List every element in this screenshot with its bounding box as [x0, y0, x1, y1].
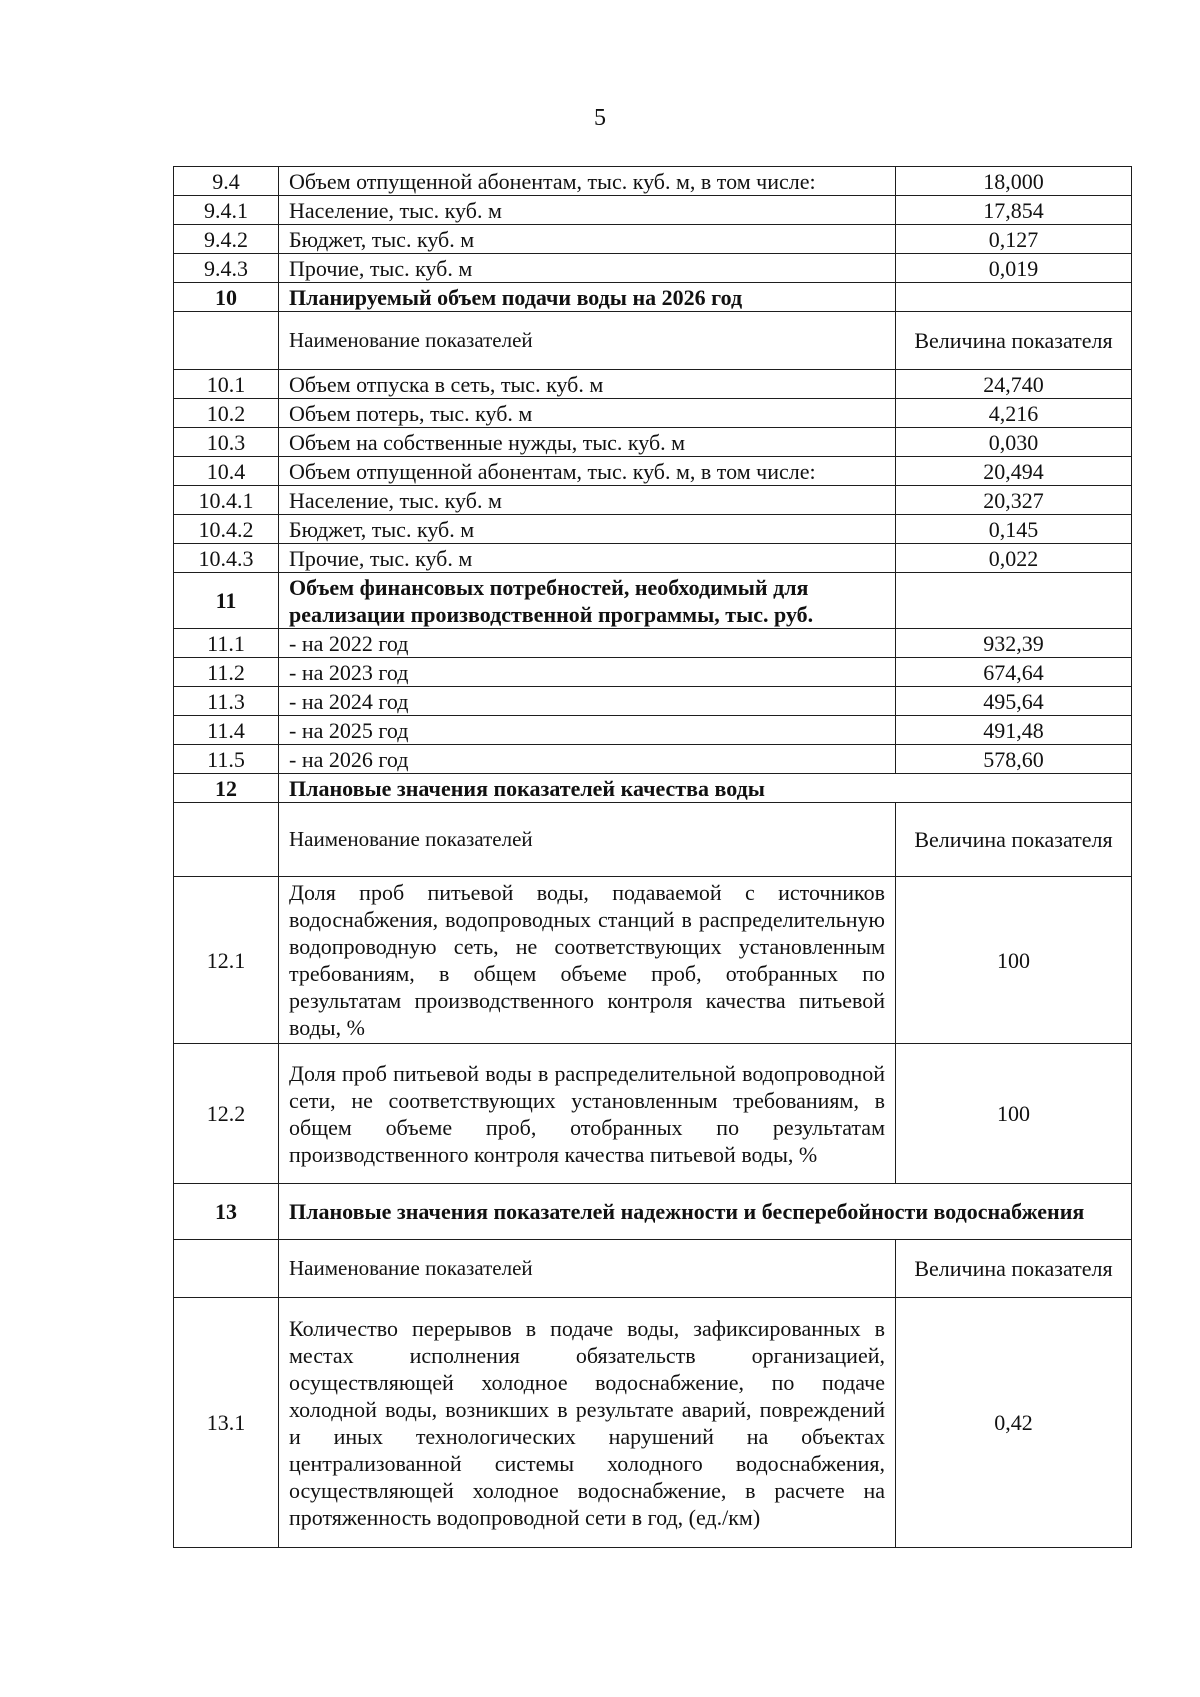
- empty-cell: [896, 573, 1132, 629]
- row-value: 24,740: [896, 370, 1132, 399]
- table-row: [174, 658, 1132, 687]
- empty-cell: [174, 1240, 279, 1298]
- table-row: [174, 629, 1132, 658]
- row-name: Объем отпущенной абонентам, тыс. куб. м, в том числе:: [279, 457, 896, 486]
- section-number: 13: [174, 1184, 279, 1240]
- row-name: Доля проб питьевой воды, подаваемой с источников водоснабжения, водопроводных станций в распределительную водопроводную сеть, не соответствующих установленным требованиям, в общем объеме проб, отобранных по результатам производственного контроля качества питьевой воды, %: [279, 877, 896, 1044]
- row-number: 9.4.1: [174, 196, 279, 225]
- row-value: 932,39: [896, 629, 1132, 658]
- row-number: 10.1: [174, 370, 279, 399]
- header-name: Наименование показателей: [279, 312, 896, 370]
- row-number: 11.2: [174, 658, 279, 687]
- table-row: [174, 254, 1132, 283]
- row-name: Население, тыс. куб. м: [279, 196, 896, 225]
- row-value: 491,48: [896, 716, 1132, 745]
- section-row: [174, 573, 1132, 629]
- row-number: 9.4.2: [174, 225, 279, 254]
- row-name: Объем потерь, тыс. куб. м: [279, 399, 896, 428]
- section-number: 10: [174, 283, 279, 312]
- row-number: 10.3: [174, 428, 279, 457]
- table-row: [174, 225, 1132, 254]
- section-title: Планируемый объем подачи воды на 2026 год: [279, 283, 896, 312]
- indicators-table: [173, 166, 1132, 1548]
- section-title: Плановые значения показателей надежности и бесперебойности водоснабжения: [279, 1184, 1132, 1240]
- table-row: [174, 457, 1132, 486]
- row-number: 11.1: [174, 629, 279, 658]
- row-name: Доля проб питьевой воды в распределительной водопроводной сети, не соответствующих установленным требованиям, в общем объеме проб, отобранных по результатам производственного контроля качества питьевой воды, %: [279, 1044, 896, 1184]
- row-value: 0,42: [896, 1298, 1132, 1548]
- empty-cell: [174, 803, 279, 877]
- table-row: [174, 196, 1132, 225]
- row-number: 10.2: [174, 399, 279, 428]
- table-row: [174, 687, 1132, 716]
- empty-cell: [896, 283, 1132, 312]
- header-name: Наименование показателей: [279, 803, 896, 877]
- row-name: Объем отпущенной абонентам, тыс. куб. м, в том числе:: [279, 167, 896, 196]
- header-row: [174, 803, 1132, 877]
- row-number: 13.1: [174, 1298, 279, 1548]
- table-row: [174, 515, 1132, 544]
- table-row: [174, 486, 1132, 515]
- row-value: 20,327: [896, 486, 1132, 515]
- row-number: 12.1: [174, 877, 279, 1044]
- page-number: 5: [594, 105, 606, 131]
- table-row: [174, 428, 1132, 457]
- section-number: 12: [174, 774, 279, 803]
- row-name: Объем отпуска в сеть, тыс. куб. м: [279, 370, 896, 399]
- section-row: [174, 774, 1132, 803]
- row-name: Бюджет, тыс. куб. м: [279, 515, 896, 544]
- row-value: 4,216: [896, 399, 1132, 428]
- header-row: [174, 312, 1132, 370]
- row-value: 18,000: [896, 167, 1132, 196]
- row-value: 20,494: [896, 457, 1132, 486]
- row-number: 10.4.2: [174, 515, 279, 544]
- table-row: [174, 745, 1132, 774]
- empty-cell: [174, 312, 279, 370]
- row-name: - на 2022 год: [279, 629, 896, 658]
- row-value: 674,64: [896, 658, 1132, 687]
- row-number: 10.4: [174, 457, 279, 486]
- section-row: [174, 283, 1132, 312]
- section-title: Плановые значения показателей качества воды: [279, 774, 1132, 803]
- row-number: 12.2: [174, 1044, 279, 1184]
- header-name: Наименование показателей: [279, 1240, 896, 1298]
- row-value: 100: [896, 877, 1132, 1044]
- row-number: 9.4.3: [174, 254, 279, 283]
- row-name: Прочие, тыс. куб. м: [279, 544, 896, 573]
- row-value: 0,127: [896, 225, 1132, 254]
- table-row: [174, 544, 1132, 573]
- section-row: [174, 1184, 1132, 1240]
- table-row: [174, 716, 1132, 745]
- row-number: 9.4: [174, 167, 279, 196]
- row-name: Население, тыс. куб. м: [279, 486, 896, 515]
- table-row: [174, 1298, 1132, 1548]
- row-value: 0,022: [896, 544, 1132, 573]
- row-name: - на 2025 год: [279, 716, 896, 745]
- row-value: 17,854: [896, 196, 1132, 225]
- table-row: [174, 370, 1132, 399]
- table-row: [174, 167, 1132, 196]
- row-value: 495,64: [896, 687, 1132, 716]
- table-row: [174, 877, 1132, 1044]
- row-number: 10.4.3: [174, 544, 279, 573]
- row-name: Прочие, тыс. куб. м: [279, 254, 896, 283]
- row-number: 11.4: [174, 716, 279, 745]
- header-value: Величина показателя: [896, 312, 1132, 370]
- row-number: 11.5: [174, 745, 279, 774]
- section-number: 11: [174, 573, 279, 629]
- row-value: 578,60: [896, 745, 1132, 774]
- table-row: [174, 1044, 1132, 1184]
- row-number: 10.4.1: [174, 486, 279, 515]
- row-name: Количество перерывов в подаче воды, зафиксированных в местах исполнения обязательств организацией, осуществляющей холодное водоснабжение, по подаче холодной воды, возникших в результате аварий, повреждений и иных технологических нарушений на объектах централизованной системы холодного водоснабжения, осуществляющей холодное водоснабжение, в расчете на протяженность водопроводной сети в год, (ед./км): [279, 1298, 896, 1548]
- row-value: 0,030: [896, 428, 1132, 457]
- row-value: 0,145: [896, 515, 1132, 544]
- row-name: - на 2023 год: [279, 658, 896, 687]
- header-value: Величина показателя: [896, 1240, 1132, 1298]
- row-name: Бюджет, тыс. куб. м: [279, 225, 896, 254]
- section-title: Объем финансовых потребностей, необходимый для реализации производственной программы, тыс. руб.: [279, 573, 896, 629]
- row-name: Объем на собственные нужды, тыс. куб. м: [279, 428, 896, 457]
- header-row: [174, 1240, 1132, 1298]
- row-name: - на 2024 год: [279, 687, 896, 716]
- header-value: Величина показателя: [896, 803, 1132, 877]
- row-value: 100: [896, 1044, 1132, 1184]
- row-number: 11.3: [174, 687, 279, 716]
- row-name: - на 2026 год: [279, 745, 896, 774]
- table-row: [174, 399, 1132, 428]
- row-value: 0,019: [896, 254, 1132, 283]
